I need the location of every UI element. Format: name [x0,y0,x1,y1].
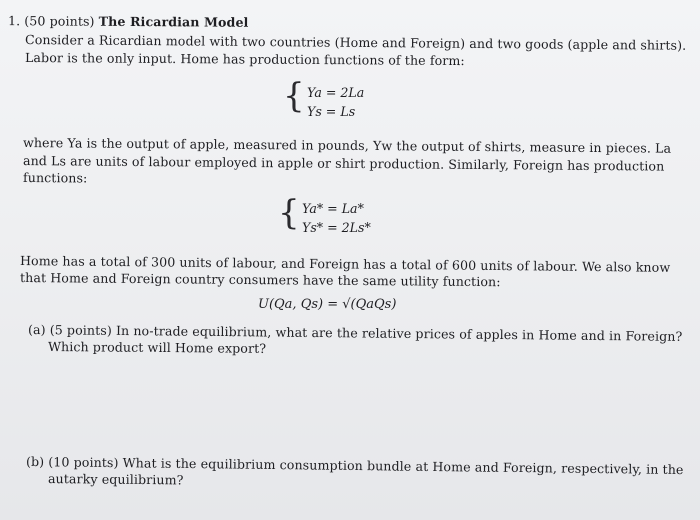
foreign-eq-shirts: Ys* = 2Ls* [302,220,371,235]
part-a-question: In no-trade equilibrium, what are the relative prices of apples in Home and in Foreign? [115,322,683,344]
labour-line-2: that Home and Foreign country consumers have the same utility function: [19,270,501,290]
home-eq-apple: Ya = 2La [307,85,365,100]
foreign-system-brace: { [278,193,300,233]
part-b-question: What is the equilibrium consumption bundle at Home and Foreign, respectively, in the [122,455,684,478]
part-b-label: (b) [25,454,45,470]
problem-title: The Ricardian Model [98,13,249,30]
part-a-label: (a) [27,322,46,338]
foreign-eq-apple: Ya* = La* [302,201,364,216]
where-line-2: and Ls are units of labour employed in apple or shirt production. Similarly, Foreign has production [22,153,665,174]
where-line-1: where Ya is the output of apple, measured in pounds, Yw the output of shirts, measure in pieces. La [22,135,672,156]
home-system-brace: { [283,76,305,116]
problem-number: 1. [7,13,21,29]
problem-heading [8,13,249,30]
intro-line-1: Consider a Ricardian model with two countries (Home and Foreign) and two goods (apple and shirts). [24,32,687,53]
part-b-line-2: autarky equilibrium? [47,471,184,488]
home-eq-shirts: Ys = Ls [307,104,356,119]
problem-points: (50 points) [24,13,95,29]
part-a-line-2: Which product will Home export? [47,339,267,356]
where-line-3: functions: [22,170,88,186]
part-b-points: (10 points) [48,454,119,471]
labour-line-1: Home has a total of 300 units of labour, and Foreign has a total of 600 units of labour. We also know [19,253,671,275]
intro-line-2: Labor is the only input. Home has production functions of the form: [24,50,465,69]
utility-function: U(Qa, Qs) = √(QaQs) [258,297,397,312]
part-a-points: (5 points) [49,322,112,338]
